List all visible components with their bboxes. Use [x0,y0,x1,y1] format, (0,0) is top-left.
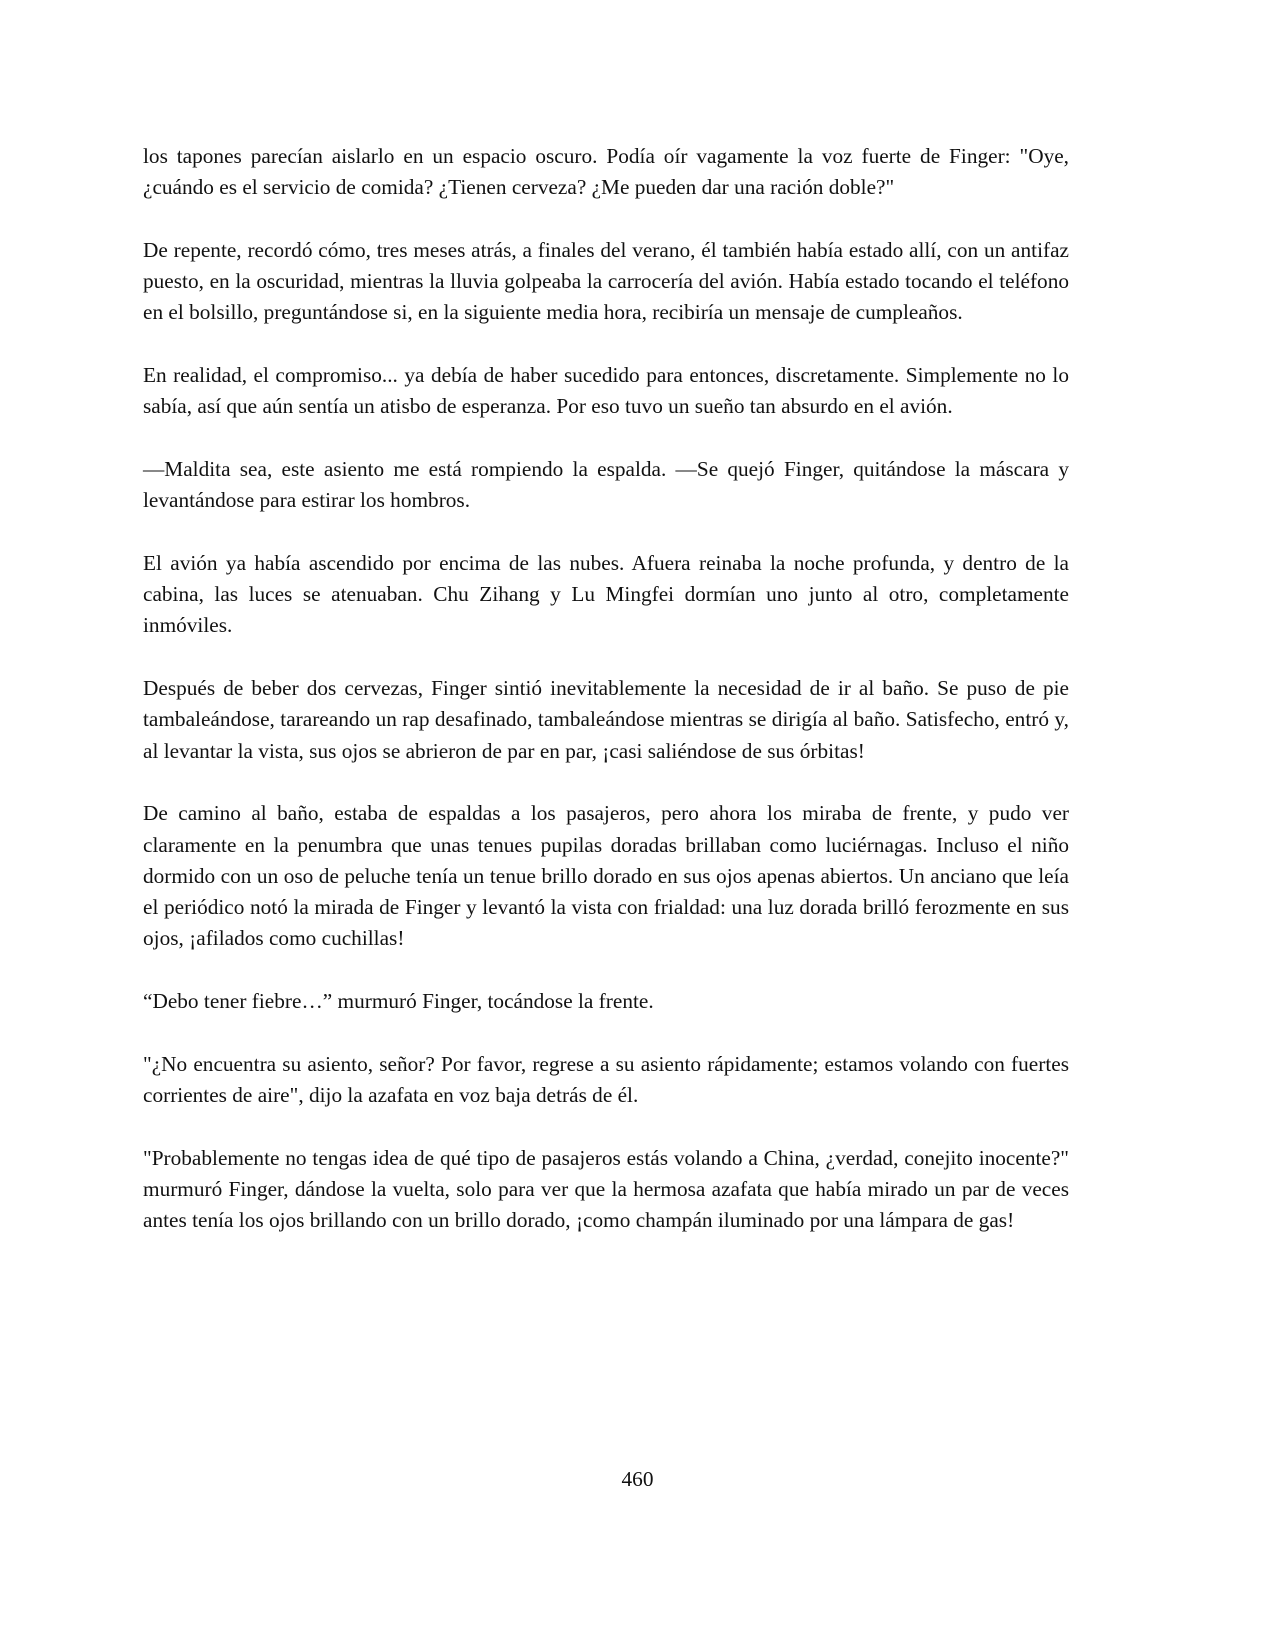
paragraph: "¿No encuentra su asiento, señor? Por favor, regrese a su asiento rápidamente; estamos volando con fuertes corrientes de aire", dijo la azafata en voz baja detrás de él. [143,1051,1069,1107]
paragraph: "Probablemente no tengas idea de qué tipo de pasajeros estás volando a China, ¿verdad, conejito inocente?" murmuró Finger, dándose la vuelta, solo para ver que la hermosa azafata que había mirado un par de veces antes tenía los ojos brillando con un brillo dorado, ¡como champán iluminado por una lámpara de gas! [143,1145,1069,1233]
paragraph: “Debo tener fiebre…” murmuró Finger, tocándose la frente. [143,989,654,1014]
paragraph: El avión ya había ascendido por encima de las nubes. Afuera reinaba la noche profunda, y dentro de la cabina, las luces se atenuaban. Chu Zihang y Lu Mingfei dormían uno junto al otro, completamente inmóviles. [143,550,1069,638]
paragraph: De repente, recordó cómo, tres meses atrás, a finales del verano, él también había estado allí, con un antifaz puesto, en la oscuridad, mientras la lluvia golpeaba la carrocería del avión. Había estado tocando el teléfono en el bolsillo, preguntándose si, en la siguiente media hora, recibiría un mensaje de cumpleaños. [143,237,1069,325]
paragraph: De camino al baño, estaba de espaldas a los pasajeros, pero ahora los miraba de frente, y pudo ver claramente en la penumbra que unas tenues pupilas doradas brillaban como luciérnagas. Incluso el niño dormido con un oso de peluche tenía un tenue brillo dorado en sus ojos apenas abiertos. Un anciano que leía el periódico notó la mirada de Finger y levantó la vista con frialdad: una luz dorada brilló ferozmente en sus ojos, ¡afilados como cuchillas! [143,801,1069,951]
page-number: 460 [621,1467,654,1491]
paragraph: los tapones parecían aislarlo en un espacio oscuro. Podía oír vagamente la voz fuerte de Finger: "Oye, ¿cuándo es el servicio de comida? ¿Tienen cerveza? ¿Me pueden dar una ración doble?" [143,144,1069,200]
paragraph: Después de beber dos cervezas, Finger sintió inevitablemente la necesidad de ir al baño. Se puso de pie tambaleándose, tarareando un rap desafinado, tambaleándose mientras se dirigía al baño. Satisfecho, entró y, al levantar la vista, sus ojos se abrieron de par en par, ¡casi saliéndose de sus órbitas! [143,676,1069,763]
body-text [143,141,1069,1268]
paragraph: En realidad, el compromiso... ya debía de haber sucedido para entonces, discretamente. Simplemente no lo sabía, así que aún sentía un atisbo de esperanza. Por eso tuvo un sueño tan absurdo en el avión. [143,363,1069,419]
paragraph: —Maldita sea, este asiento me está rompiendo la espalda. —Se quejó Finger, quitándose la máscara y levantándose para estirar los hombros. [143,456,1069,513]
